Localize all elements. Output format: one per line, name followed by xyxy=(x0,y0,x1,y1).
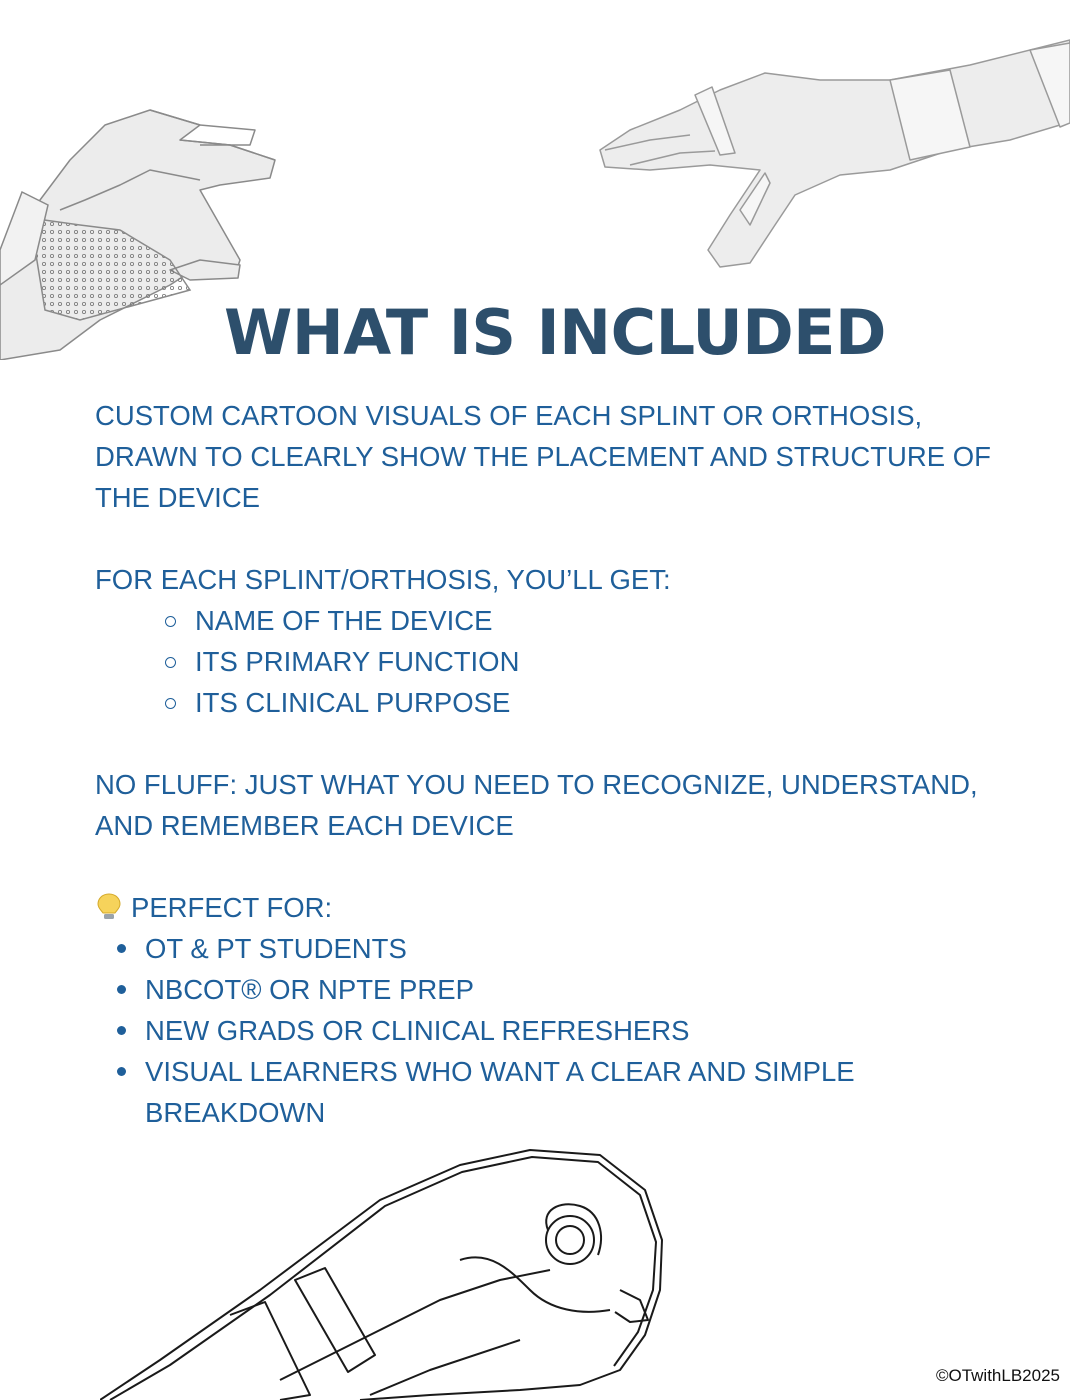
no-fluff-paragraph: NO FLUFF: JUST WHAT YOU NEED TO RECOGNIZE, UNDERSTAND, AND REMEMBER EACH DEVICE xyxy=(95,769,978,841)
finger-splint-illustration xyxy=(590,35,1070,275)
page-title: WHAT IS INCLUDED xyxy=(223,296,886,369)
each-list xyxy=(95,600,1015,723)
copyright-text: ©OTwithLB2025 xyxy=(935,1366,1060,1385)
resting-hand-orthosis-illustration xyxy=(100,1140,680,1400)
perfect-list xyxy=(95,928,1015,1133)
perfect-heading-row xyxy=(95,887,1015,928)
list-item: VISUAL LEARNERS WHO WANT A CLEAR AND SIMPLE BREAKDOWN xyxy=(115,1051,1015,1133)
list-item: NEW GRADS OR CLINICAL REFRESHERS xyxy=(115,1010,1015,1051)
list-item: ITS PRIMARY FUNCTION xyxy=(165,641,1015,682)
list-item: NBCOT® OR NPTE PREP xyxy=(115,969,1015,1010)
lightbulb-icon xyxy=(95,892,123,922)
list-item: NAME OF THE DEVICE xyxy=(165,600,1015,641)
content-body xyxy=(95,395,1015,1133)
each-heading: FOR EACH SPLINT/ORTHOSIS, YOU’LL GET: xyxy=(95,564,671,595)
list-item: ITS CLINICAL PURPOSE xyxy=(165,682,1015,723)
list-item: OT & PT STUDENTS xyxy=(115,928,1015,969)
intro-paragraph: CUSTOM CARTOON VISUALS OF EACH SPLINT OR ORTHOSIS, DRAWN TO CLEARLY SHOW THE PLACEMENT AND STRUCTURE OF THE DEVICE xyxy=(95,400,991,513)
perfect-heading: PERFECT FOR: xyxy=(131,892,333,923)
